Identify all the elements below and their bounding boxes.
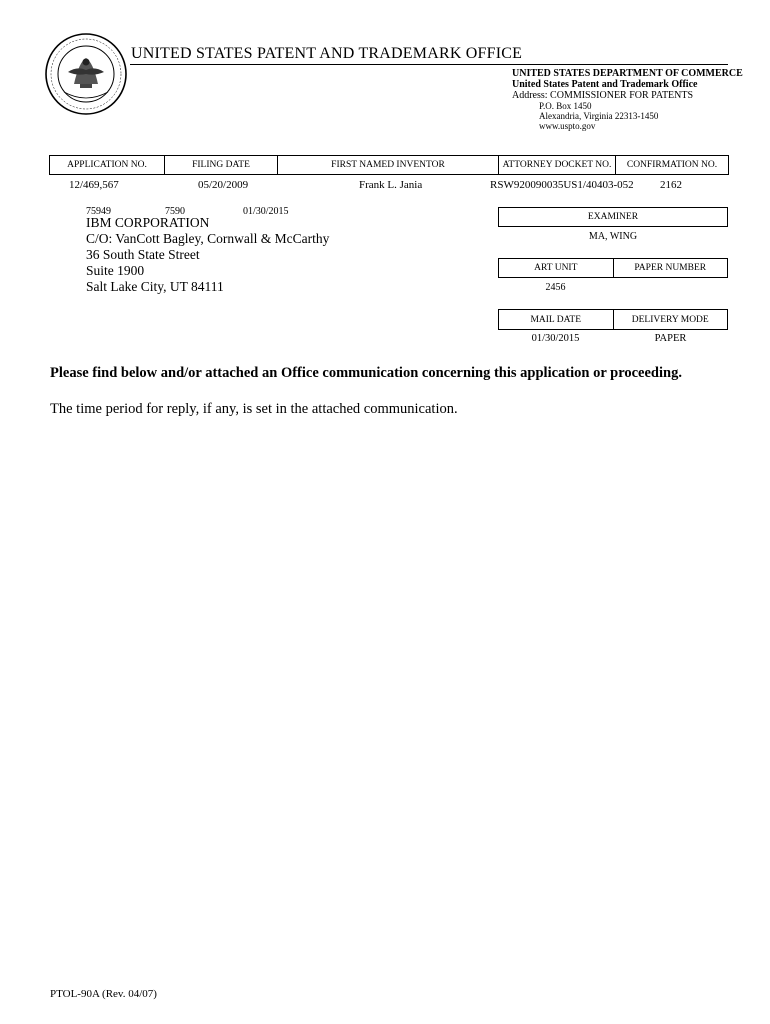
address-line-care-of: C/O: VanCott Bagley, Cornwall & McCarthy bbox=[86, 231, 330, 246]
header-application-no: APPLICATION NO. bbox=[50, 156, 165, 175]
application-table bbox=[49, 155, 729, 175]
website-line: www.uspto.gov bbox=[539, 121, 596, 131]
address-line-city: Salt Lake City, UT 84111 bbox=[86, 279, 224, 294]
confirmation-number: 2162 bbox=[660, 179, 682, 191]
address-line-company: IBM CORPORATION bbox=[86, 215, 210, 230]
filing-date: 05/20/2009 bbox=[198, 179, 249, 191]
uspto-seal-icon bbox=[44, 32, 128, 116]
header-confirmation-no: CONFIRMATION NO. bbox=[616, 156, 729, 175]
customer-number: 75949 bbox=[86, 206, 111, 217]
first-named-inventor: Frank L. Jania bbox=[359, 179, 423, 191]
mail-date-value: 01/30/2015 bbox=[531, 333, 580, 344]
address-line-suite: Suite 1900 bbox=[86, 263, 145, 278]
art-unit-paper-number-header bbox=[498, 258, 728, 278]
address-line-street: 36 South State Street bbox=[86, 247, 200, 262]
examiner-name: MA, WING bbox=[588, 231, 638, 242]
office-title: UNITED STATES PATENT AND TRADEMARK OFFICE bbox=[131, 45, 523, 62]
art-unit-label: ART UNIT bbox=[534, 263, 578, 273]
header-rule bbox=[130, 64, 728, 65]
address-label-line: Address: COMMISSIONER FOR PATENTS bbox=[512, 90, 694, 101]
mailing-address bbox=[86, 215, 329, 295]
office-line: United States Patent and Trademark Office bbox=[512, 79, 698, 90]
reply-period-text: The time period for reply, if any, is set in the attached communication. bbox=[50, 401, 458, 417]
office-communication-notice: Please find below and/or attached an Office communication concerning this application or proceeding. bbox=[50, 365, 682, 381]
delivery-mode-label: DELIVERY MODE bbox=[613, 310, 728, 329]
correspondence-code: 7590 bbox=[165, 206, 185, 217]
header-first-named-inventor: FIRST NAMED INVENTOR bbox=[278, 156, 499, 175]
attorney-docket-number: RSW920090035US1/40403-052 bbox=[490, 179, 634, 191]
header-attorney-docket-no: ATTORNEY DOCKET NO. bbox=[499, 156, 616, 175]
department-line: UNITED STATES DEPARTMENT OF COMMERCE bbox=[512, 68, 743, 79]
correspondence-date: 01/30/2015 bbox=[243, 206, 289, 217]
department-block bbox=[512, 68, 743, 131]
paper-number-label: PAPER NUMBER bbox=[613, 259, 728, 277]
header-filing-date: FILING DATE bbox=[165, 156, 278, 175]
application-number: 12/469,567 bbox=[69, 179, 119, 191]
delivery-mode-value: PAPER bbox=[654, 333, 687, 344]
po-box-line: P.O. Box 1450 bbox=[539, 101, 592, 111]
form-identifier: PTOL-90A (Rev. 04/07) bbox=[50, 988, 157, 1000]
mail-date-delivery-mode-header bbox=[498, 309, 728, 330]
city-line: Alexandria, Virginia 22313-1450 bbox=[539, 111, 659, 121]
art-unit-value: 2456 bbox=[545, 282, 566, 293]
mail-date-label: MAIL DATE bbox=[530, 314, 582, 325]
examiner-label: EXAMINER bbox=[498, 207, 728, 227]
